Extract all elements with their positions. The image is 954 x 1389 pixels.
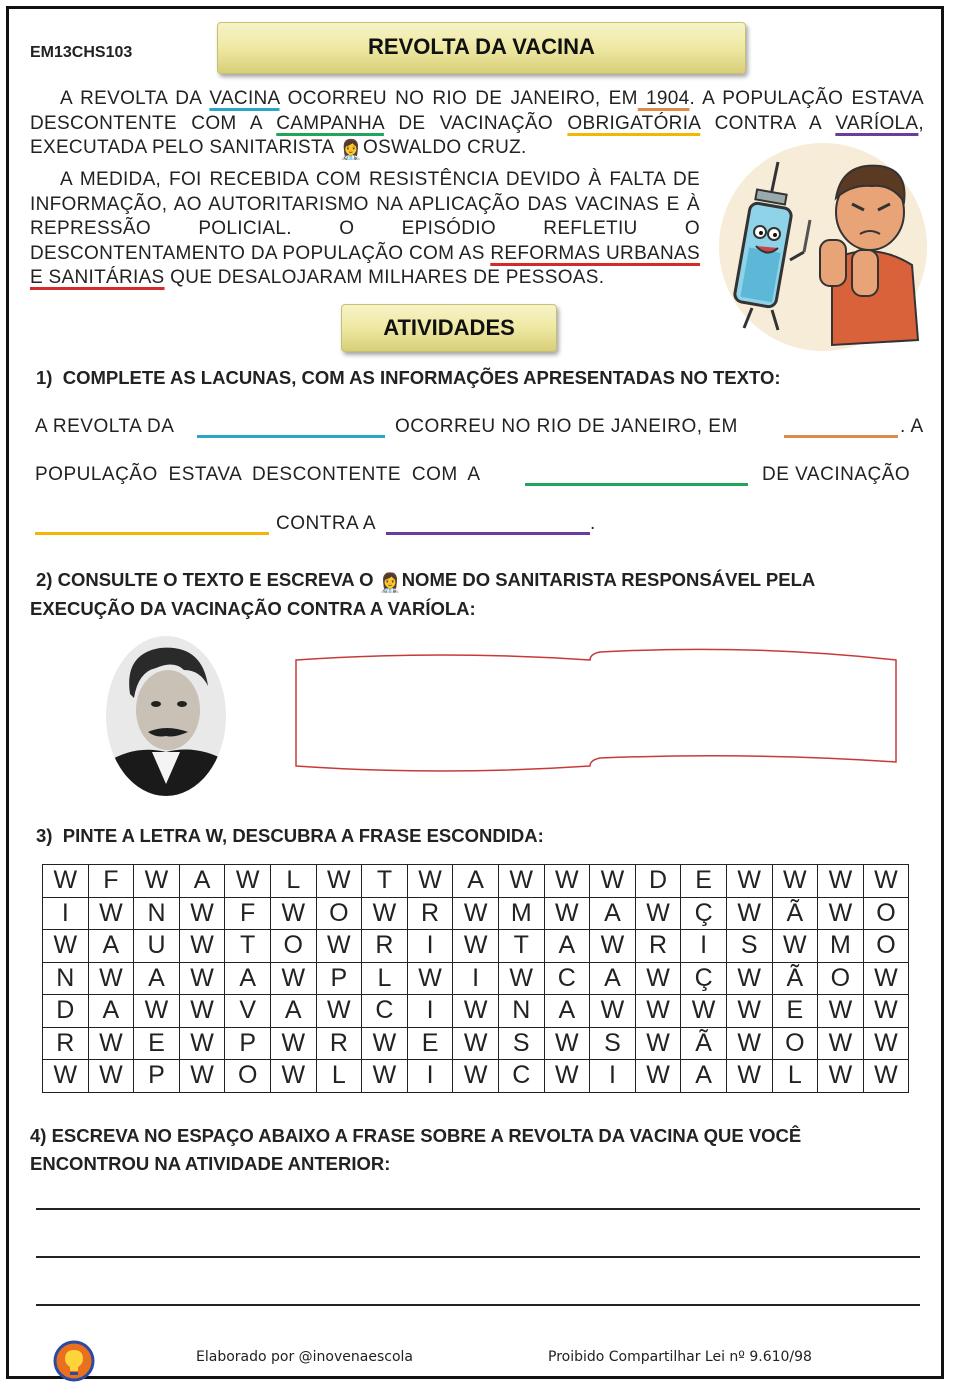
grid-cell[interactable]: O [863, 897, 909, 930]
grid-cell[interactable]: R [362, 930, 408, 963]
grid-cell[interactable]: A [88, 930, 134, 963]
curriculum-code: EM13CHS103 [30, 44, 133, 61]
grid-cell[interactable]: W [726, 1060, 772, 1093]
grid-cell[interactable]: W [863, 1027, 909, 1060]
grid-cell[interactable]: W [43, 930, 89, 963]
grid-cell[interactable]: W [270, 1060, 316, 1093]
grid-cell[interactable]: W [362, 897, 408, 930]
grid-cell[interactable]: W [43, 865, 89, 898]
grid-cell[interactable]: L [772, 1060, 818, 1093]
grid-cell[interactable]: W [635, 1060, 681, 1093]
grid-cell[interactable]: E [772, 995, 818, 1028]
q1-line3-start: CONTRA A [276, 513, 377, 534]
grid-cell[interactable]: O [316, 897, 362, 930]
grid-cell[interactable]: W [179, 995, 225, 1028]
q1-line2-end: DE VACINAÇÃO [762, 464, 911, 485]
grid-cell[interactable]: O [818, 962, 864, 995]
footer-author: Elaborado por @inovenaescola [196, 1349, 413, 1365]
grid-cell[interactable]: I [407, 1060, 453, 1093]
blank-vacina[interactable] [197, 435, 385, 438]
grid-cell[interactable]: F [88, 865, 134, 898]
grid-cell[interactable]: I [453, 962, 499, 995]
grid-cell[interactable]: W [179, 1027, 225, 1060]
grid-cell[interactable]: M [818, 930, 864, 963]
grid-cell[interactable]: A [590, 962, 636, 995]
intro-paragraph-2: A MEDIDA, FOI RECEBIDA COM RESISTÊNCIA DEVIDO À FALTA DE INFORMAÇÃO, AO AUTORITARISMO NA APLICAÇÃO DAS VACINAS E À REPRESSÃO POLICIAL. O EPISÓDIO REFLETIU O DESCONTENTAMENTO DA POPULAÇÃO COM AS REFORMAS URBANAS E SANITÁRIAS QUE DESALOJARAM MILHARES DE PESSOAS. [30, 169, 700, 288]
grid-cell[interactable]: W [316, 930, 362, 963]
grid-cell[interactable]: A [453, 865, 499, 898]
grid-cell[interactable]: W [635, 1027, 681, 1060]
activities-title: ATIVIDADES [341, 304, 557, 352]
grid-cell[interactable]: W [453, 1060, 499, 1093]
grid-row [43, 962, 909, 995]
grid-cell[interactable]: W [544, 897, 590, 930]
grid-cell[interactable]: M [498, 897, 544, 930]
grid-cell[interactable]: W [726, 995, 772, 1028]
grid-cell[interactable]: W [772, 930, 818, 963]
question-1: 1) COMPLETE AS LACUNAS, COM AS INFORMAÇÕES APRESENTADAS NO TEXTO: [36, 367, 781, 388]
grid-cell[interactable]: W [179, 1060, 225, 1093]
grid-cell[interactable]: W [134, 865, 180, 898]
grid-cell[interactable]: W [635, 995, 681, 1028]
blank-year[interactable] [784, 435, 898, 438]
grid-cell[interactable]: P [134, 1060, 180, 1093]
grid-row [43, 897, 909, 930]
grid-cell[interactable]: W [179, 962, 225, 995]
grid-cell[interactable]: I [407, 930, 453, 963]
grid-cell[interactable]: W [863, 1060, 909, 1093]
grid-cell[interactable]: W [635, 897, 681, 930]
grid-cell[interactable]: O [225, 1060, 271, 1093]
grid-cell[interactable]: Ã [772, 897, 818, 930]
grid-cell[interactable]: W [362, 1027, 408, 1060]
grid-cell[interactable]: W [863, 995, 909, 1028]
grid-cell[interactable]: U [134, 930, 180, 963]
grid-cell[interactable]: W [270, 897, 316, 930]
oswaldo-cruz-portrait [104, 634, 228, 798]
grid-cell[interactable]: A [88, 995, 134, 1028]
grid-cell[interactable]: L [362, 962, 408, 995]
grid-cell[interactable]: W [498, 962, 544, 995]
grid-cell[interactable]: O [863, 930, 909, 963]
question-4: 4) ESCREVA NO ESPAÇO ABAIXO A FRASE SOBRE A REVOLTA DA VACINA QUE VOCÊ [30, 1125, 802, 1146]
grid-cell[interactable]: S [590, 1027, 636, 1060]
grid-row [43, 930, 909, 963]
grid-cell[interactable]: W [453, 1027, 499, 1060]
grid-cell[interactable]: W [818, 1060, 864, 1093]
grid-cell[interactable]: C [362, 995, 408, 1028]
health-worker-icon: 👩‍⚕️ [339, 140, 363, 161]
grid-cell[interactable]: T [362, 865, 408, 898]
grid-cell[interactable]: W [726, 1027, 772, 1060]
grid-cell[interactable]: W [544, 865, 590, 898]
grid-cell[interactable]: W [498, 865, 544, 898]
grid-cell[interactable]: F [225, 897, 271, 930]
grid-cell[interactable]: R [43, 1027, 89, 1060]
grid-cell[interactable]: E [134, 1027, 180, 1060]
grid-cell[interactable]: W [590, 865, 636, 898]
grid-cell[interactable]: A [590, 897, 636, 930]
grid-row [43, 865, 909, 898]
grid-cell[interactable]: R [407, 897, 453, 930]
grid-cell[interactable]: W [407, 962, 453, 995]
grid-cell[interactable]: W [453, 930, 499, 963]
grid-cell[interactable]: O [270, 930, 316, 963]
grid-cell[interactable]: Ç [681, 962, 727, 995]
grid-cell[interactable]: Ã [772, 962, 818, 995]
grid-cell[interactable]: I [43, 897, 89, 930]
grid-cell[interactable]: N [43, 962, 89, 995]
word-search-grid [42, 864, 909, 1093]
inove-logo-icon [53, 1340, 95, 1382]
health-worker-icon: 👩‍⚕️ [378, 572, 402, 593]
grid-cell[interactable]: A [270, 995, 316, 1028]
blank-obrigatoria[interactable] [35, 532, 269, 535]
grid-cell[interactable]: W [407, 865, 453, 898]
grid-cell[interactable]: W [270, 1027, 316, 1060]
question-2: 2) CONSULTE O TEXTO E ESCREVA O 👩‍⚕️NOME DO SANITARISTA RESPONSÁVEL PELA [36, 566, 815, 597]
question-2-cont: EXECUÇÃO DA VACINAÇÃO CONTRA A VARÍOLA: [30, 598, 476, 619]
grid-cell[interactable]: Ã [681, 1027, 727, 1060]
grid-cell[interactable]: W [635, 962, 681, 995]
grid-cell[interactable]: W [88, 897, 134, 930]
grid-cell[interactable]: E [681, 865, 727, 898]
grid-cell[interactable]: W [726, 962, 772, 995]
grid-cell[interactable]: W [818, 897, 864, 930]
answer-line-1[interactable] [36, 1208, 920, 1210]
grid-cell[interactable]: S [498, 1027, 544, 1060]
grid-cell[interactable]: I [681, 930, 727, 963]
grid-cell[interactable]: T [498, 930, 544, 963]
page-title: REVOLTA DA VACINA [217, 22, 746, 74]
grid-cell[interactable]: P [225, 1027, 271, 1060]
grid-cell[interactable]: W [316, 995, 362, 1028]
grid-row [43, 995, 909, 1028]
grid-cell[interactable]: W [681, 995, 727, 1028]
grid-cell[interactable]: A [225, 962, 271, 995]
grid-cell[interactable]: W [179, 897, 225, 930]
grid-cell[interactable]: C [498, 1060, 544, 1093]
grid-cell[interactable]: I [590, 1060, 636, 1093]
grid-cell[interactable]: W [43, 1060, 89, 1093]
grid-cell[interactable]: W [134, 995, 180, 1028]
grid-cell[interactable]: D [635, 865, 681, 898]
grid-cell[interactable]: W [270, 962, 316, 995]
grid-row [43, 1060, 909, 1093]
grid-cell[interactable]: R [635, 930, 681, 963]
grid-cell[interactable]: W [818, 1027, 864, 1060]
grid-cell[interactable]: W [818, 865, 864, 898]
footer-rights: Proibido Compartilhar Lei nº 9.610/98 [548, 1349, 812, 1365]
answer-line-2[interactable] [36, 1256, 920, 1258]
answer-banner-box[interactable] [290, 648, 902, 776]
grid-cell[interactable]: W [453, 995, 499, 1028]
grid-cell[interactable]: C [544, 962, 590, 995]
grid-row [43, 1027, 909, 1060]
grid-cell[interactable]: W [590, 995, 636, 1028]
grid-cell[interactable]: D [43, 995, 89, 1028]
grid-cell[interactable]: W [863, 962, 909, 995]
grid-cell[interactable]: N [498, 995, 544, 1028]
keyword-reformas: REFORMAS URBANAS E SANITÁRIAS [30, 242, 700, 288]
blank-campanha[interactable] [525, 483, 748, 486]
grid-cell[interactable]: P [316, 962, 362, 995]
grid-cell[interactable]: W [88, 1027, 134, 1060]
grid-cell[interactable]: W [590, 930, 636, 963]
grid-cell[interactable]: S [726, 930, 772, 963]
blank-variola[interactable] [386, 532, 590, 535]
grid-cell[interactable]: A [134, 962, 180, 995]
grid-cell[interactable]: O [772, 1027, 818, 1060]
grid-cell[interactable]: W [726, 897, 772, 930]
grid-cell[interactable]: A [544, 995, 590, 1028]
intro-paragraph-1: A REVOLTA DA VACINA OCORREU NO RIO DE JANEIRO, EM 1904. A POPULAÇÃO ESTAVA DESCONTENTE COM A CAMPANHA DE VACINAÇÃO OBRIGATÓRIA CONTRA A VARÍOLA, EXECUTADA PELO SANITARISTA 👩‍⚕️OSWALDO CRUZ. [30, 87, 924, 164]
grid-cell[interactable]: A [179, 865, 225, 898]
grid-cell[interactable]: E [407, 1027, 453, 1060]
grid-cell[interactable]: W [863, 865, 909, 898]
keyword-obrigatoria: OBRIGATÓRIA [567, 112, 701, 134]
grid-cell[interactable]: I [407, 995, 453, 1028]
grid-cell[interactable]: A [544, 930, 590, 963]
grid-cell[interactable]: W [726, 865, 772, 898]
grid-cell[interactable]: W [179, 930, 225, 963]
question-3: 3) PINTE A LETRA W, DESCUBRA A FRASE ESCONDIDA: [36, 825, 544, 846]
q1-line3-end: . [590, 513, 596, 534]
grid-cell[interactable]: W [225, 865, 271, 898]
grid-cell[interactable]: T [225, 930, 271, 963]
grid-cell[interactable]: W [453, 897, 499, 930]
keyword-variola: VARÍOLA [835, 112, 919, 134]
grid-cell[interactable]: Ç [681, 897, 727, 930]
answer-line-3[interactable] [36, 1304, 920, 1306]
grid-cell[interactable]: W [88, 1060, 134, 1093]
grid-cell[interactable]: W [818, 995, 864, 1028]
grid-cell[interactable]: W [362, 1060, 408, 1093]
question-4-cont: ENCONTROU NA ATIVIDADE ANTERIOR: [30, 1153, 391, 1174]
grid-cell[interactable]: V [225, 995, 271, 1028]
grid-cell[interactable]: W [88, 962, 134, 995]
vaccine-refusal-illustration [712, 140, 934, 354]
keyword-campanha: CAMPANHA [276, 112, 384, 134]
keyword-vacina: VACINA [209, 88, 280, 109]
keyword-1904: 1904 [637, 88, 690, 109]
q1-line1-middle: OCORREU NO RIO DE JANEIRO, EM [395, 416, 738, 437]
grid-cell[interactable]: W [544, 1027, 590, 1060]
grid-cell[interactable]: L [316, 1060, 362, 1093]
grid-cell[interactable]: A [681, 1060, 727, 1093]
grid-cell[interactable]: R [316, 1027, 362, 1060]
grid-cell[interactable]: N [134, 897, 180, 930]
grid-cell[interactable]: W [772, 865, 818, 898]
q1-line1-end: . A [900, 416, 924, 437]
grid-cell[interactable]: L [270, 865, 316, 898]
grid-cell[interactable]: W [316, 865, 362, 898]
q1-line2-start: POPULAÇÃO ESTAVA DESCONTENTE COM A [35, 464, 481, 485]
grid-cell[interactable]: W [544, 1060, 590, 1093]
q1-line1-start: A REVOLTA DA [35, 416, 175, 437]
